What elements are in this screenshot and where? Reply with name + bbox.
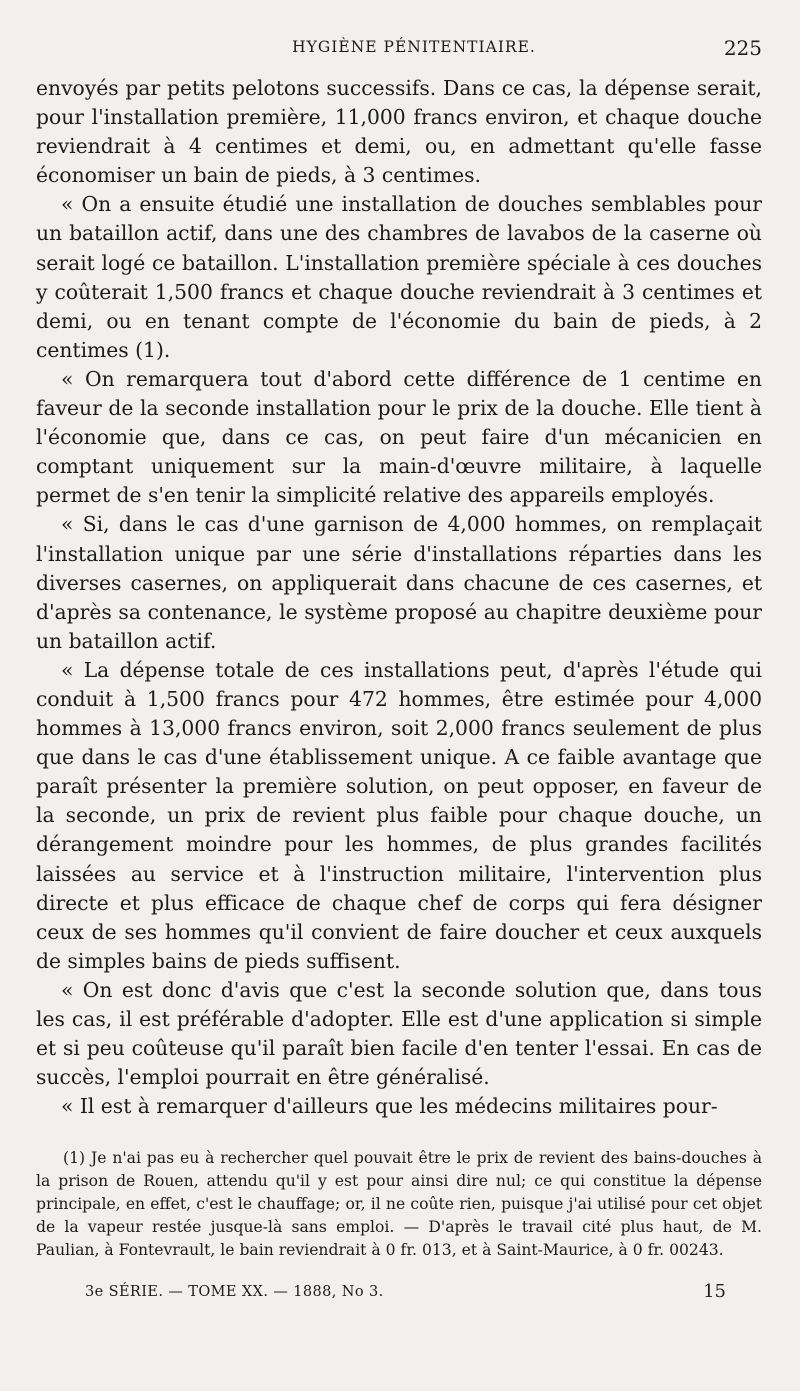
paragraph-2: « On a ensuite étudié une installation de douches semblables pour un bataillon actif, dans une des chambres de lavabos de la caserne où serait logé ce bataillon. L'installation première spéciale à ces douches y coûterait 1,500 francs et chaque douche reviendrait à 3 centimes et demi, ou en tenant compte de l'économie du bain de pieds, à 2 centimes (1). (36, 192, 762, 362)
signature-footer (36, 1280, 762, 1310)
paragraph-4: « Si, dans le cas d'une garnison de 4,000 hommes, on remplaçait l'installation unique par une série d'installations réparties dans les diverses casernes, on appliquerait dans chacune de ces casernes, et d'après sa contenance, le système proposé au chapitre deuxième pour un bataillon actif. (36, 512, 762, 653)
body-text (36, 74, 762, 1121)
paragraph-3: « On remarquera tout d'abord cette différence de 1 centime en faveur de la seconde installation pour le prix de la douche. Elle tient à l'économie que, dans ce cas, on peut faire d'un mécanicien en comptant uniquement sur la main-d'œuvre militaire, à laquelle permet de s'en tenir la simplicité relative des appareils employés. (36, 366, 762, 508)
footnotes (36, 1147, 762, 1262)
paragraph-6: « On est donc d'avis que c'est la seconde solution que, dans tous les cas, il est préférable d'adopter. Elle est d'une application si simple et si peu coûteuse qu'il paraît bien facile d'en tenter l'essai. En cas de succès, l'emploi pourrait en être généralisé. (36, 977, 762, 1090)
footnote-1: (1) Je n'ai pas eu à rechercher quel pouvait être le prix de revient des bains-douches à la prison de Rouen, attendu qu'il y est pour ainsi dire nul; ce qui constitue la dépense principale, en effet, c'est le chauffage; or, il ne coûte rien, puisque j'ai utilisé pour cet objet de la vapeur restée jusque-là sans emploi. — D'après le travail cité plus haut, de M. Paulian, à Fontevrault, le bain reviendrait à 0 fr. 013, et à Saint-Maurice, à 0 fr. 00243. (36, 1149, 762, 1260)
paragraph-5: « La dépense totale de ces installations peut, d'après l'étude qui conduit à 1,500 francs pour 472 hommes, être estimée pour 4,000 hommes à 13,000 francs environ, soit 2,000 francs seulement de plus que dans le cas d'une établissement unique. A ce faible avantage que paraît présenter la première solution, on peut opposer, en faveur de la seconde, un prix de revient plus faible pour chaque douche, un dérangement moindre pour les hommes, de plus grandes facilités laissées au service et à l'instruction militaire, l'intervention plus directe et plus efficace de chaque chef de corps qui fera désigner ceux de ses hommes qu'il convient de faire doucher et ceux auxquels de simples bains de pieds suffisent. (36, 657, 762, 973)
series-line: 3e SÉRIE. — TOME XX. — 1888, No 3. (85, 1284, 384, 1301)
paragraph-7: « Il est à remarquer d'ailleurs que les médecins militaires pour- (61, 1094, 718, 1119)
page-number: 225 (723, 36, 762, 60)
running-head (36, 34, 762, 74)
running-title: HYGIÈNE PÉNITENTIAIRE. (292, 38, 536, 56)
paragraph-1: envoyés par petits pelotons successifs. Dans ce cas, la dépense serait, pour l'installation première, 11,000 francs environ, et chaque douche reviendrait à 4 centimes et demi, ou, en admettant qu'elle fasse économiser un bain de pieds, à 3 centimes. (36, 76, 762, 188)
signature-number: 15 (703, 1281, 726, 1303)
